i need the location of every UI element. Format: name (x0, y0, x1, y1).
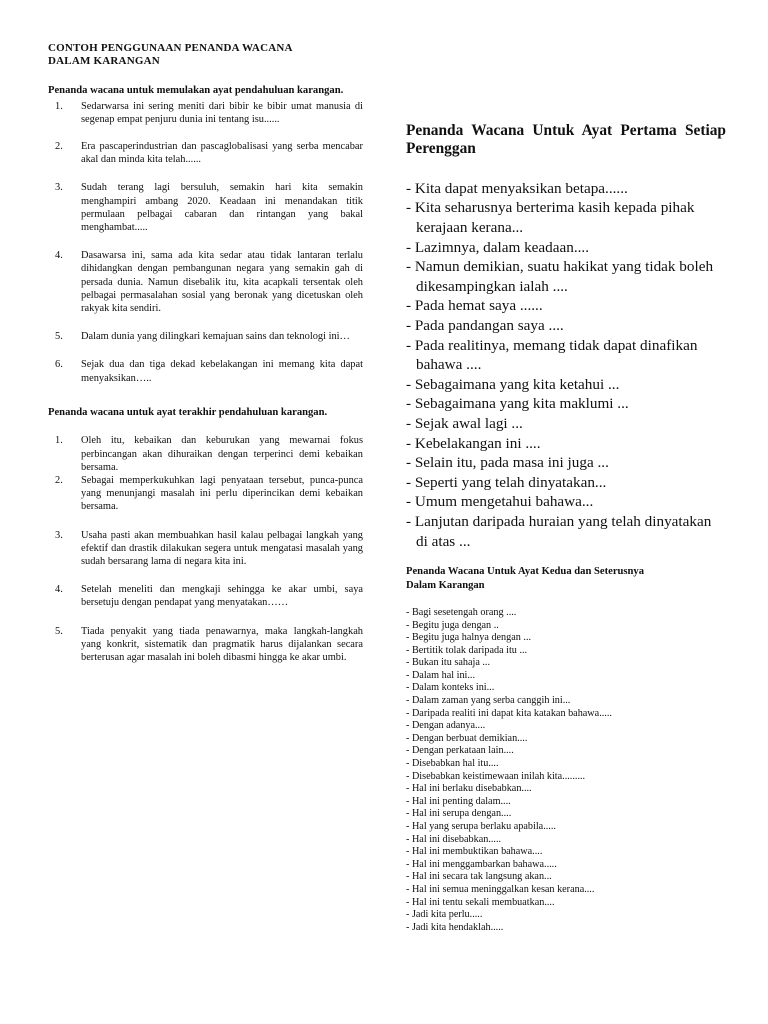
list-item (48, 529, 363, 569)
list-item: - Hal ini berlaku disebabkan.... (406, 783, 532, 795)
item-number: 3. (55, 529, 63, 541)
second-sentence-heading-line-1: Penanda Wacana Untuk Ayat Kedua dan Seterusnya (406, 566, 645, 578)
item-number: 4. (55, 250, 63, 262)
list-item (48, 625, 363, 665)
list-item: - Disebabkan hal itu.... (406, 758, 499, 770)
list-item: - Kita seharusnya berterima kasih kepada pihak kerajaan kerana... (406, 199, 695, 236)
list-item: - Sebagaimana yang kita ketahui ... (406, 375, 620, 393)
item-text: Sudah terang lagi bersuluh, semakin hari kita semakin menghampiri ambang 2020. Keadaan ini menandakan titik permulaan pelbagai cabaran dan rintangan yang bakal menghambat..... (81, 182, 363, 234)
first-sentence-list (406, 179, 726, 551)
item-number: 5. (55, 625, 63, 637)
list-item: - Disebabkan keistimewaan inilah kita......... (406, 770, 586, 782)
list-item: - Pada pandangan saya .... (406, 316, 564, 334)
item-text: Sebagai memperkukuhkan lagi penyataan tersebut, punca-punca yang menunjangi masalah ini perlu diperincikan demi kebaikan bersama. (81, 475, 363, 513)
list-item: - Hal ini membuktikan bahawa.... (406, 846, 543, 858)
item-number: 5. (55, 331, 63, 343)
list-item: - Hal ini serupa dengan.... (406, 808, 512, 820)
list-item: - Dengan berbuat demikian.... (406, 732, 528, 744)
list-item: - Lazimnya, dalam keadaan.... (406, 238, 590, 256)
list-item: - Hal ini disebabkan..... (406, 833, 502, 845)
section-2-list (48, 434, 363, 664)
item-number: 2. (55, 141, 63, 152)
list-item (48, 100, 363, 126)
list-item: - Seperti yang telah dinyatakan... (406, 473, 607, 491)
list-item (48, 434, 363, 474)
right-column (406, 122, 726, 934)
item-number: 1. (55, 435, 63, 447)
list-item: - Kebelakangan ini .... (406, 434, 541, 452)
list-item (48, 249, 363, 315)
item-text: Usaha pasti akan membuahkan hasil kalau pelbagai langkah yang efektif dan drastik dilakukan segera untuk mengatasi masalah yang sudah bersarang lama di negara kita ini. (81, 529, 363, 568)
item-number: 4. (55, 584, 63, 596)
first-sentence-heading: Penanda Wacana Untuk Ayat Pertama Setiap Perenggan (406, 122, 726, 158)
section-1-list (48, 100, 363, 385)
item-text: Era pascaperindustrian dan pascaglobalisasi yang serba mencabar akal dan minda kita telah...... (81, 141, 363, 166)
list-item: - Kita dapat menyaksikan betapa...... (406, 179, 628, 197)
list-item: - Umum mengetahui bahawa... (406, 493, 594, 511)
item-text: Setelah meneliti dan mengkaji sehingga ke akar umbi, saya bersetuju dengan pendapat yang menyatakan…… (81, 584, 363, 609)
item-text: Sejak dua dan tiga dekad kebelakangan ini memang kita dapat menyaksikan….. (81, 359, 363, 384)
list-item: - Jadi kita perlu..... (406, 909, 483, 921)
item-number: 3. (55, 182, 63, 194)
list-item: - Lanjutan daripada huraian yang telah dinyatakan di atas ... (406, 512, 712, 550)
document-title-line-2: DALAM KARANGAN (48, 55, 160, 67)
section-1-heading: Penanda wacana untuk memulakan ayat pendahuluan karangan. (48, 85, 344, 96)
second-sentence-heading-line-2: Dalam Karangan (406, 579, 485, 591)
list-item: - Sebagaimana yang kita maklumi ... (406, 395, 629, 413)
list-item: - Hal yang serupa berlaku apabila..... (406, 821, 556, 832)
item-text: Oleh itu, kebaikan dan keburukan yang mewarnai fokus perbincangan akan dihuraikan dengan terperinci demi kebaikan bersama. (81, 435, 363, 473)
list-item (48, 358, 363, 384)
list-item: - Hal ini semua meninggalkan kesan kerana.... (406, 883, 595, 895)
document-title (48, 42, 363, 68)
item-text: Tiada penyakit yang tiada penawarnya, maka langkah-langkah yang konkrit, sistematik dan pragmatik harus dijalankan secara berterusan agar masalah ini boleh dibasmi hingga ke akar umbi. (81, 625, 363, 664)
list-item: - Hal ini tentu sekali membuatkan.... (406, 896, 555, 908)
item-text: Sedarwarsa ini sering meniti dari bibir ke bibir umat manusia di segenap empat penjuru dunia ini tentang isu...... (81, 100, 363, 125)
list-item: - Daripada realiti ini dapat kita katakan bahawa..... (406, 707, 612, 719)
list-item: - Bagi sesetengah orang .... (406, 606, 517, 618)
item-text: Dalam dunia yang dilingkari kemajuan sains dan teknologi ini… (81, 331, 350, 343)
list-item: - Bukan itu sahaja ... (406, 657, 491, 669)
item-number: 1. (55, 100, 63, 112)
list-item (48, 140, 363, 166)
list-item (48, 583, 363, 609)
list-item: - Jadi kita hendaklah..... (406, 921, 504, 933)
list-item: - Dengan adanya.... (406, 720, 486, 732)
second-sentence-heading (406, 565, 726, 592)
item-number: 2. (55, 475, 63, 487)
list-item: - Sejak awal lagi ... (406, 414, 523, 432)
document-title-line-1: CONTOH PENGGUNAAN PENANDA WACANA (48, 42, 293, 54)
list-item: - Dalam hal ini... (406, 669, 476, 681)
section-2-heading: Penanda wacana untuk ayat terakhir pendahuluan karangan. (48, 406, 328, 418)
left-column (48, 42, 363, 664)
list-item (48, 474, 363, 514)
item-number: 6. (55, 359, 63, 371)
second-sentence-list (406, 607, 726, 934)
list-item: - Hal ini menggambarkan bahawa..... (406, 858, 557, 870)
item-text: Dasawarsa ini, sama ada kita sedar atau tidak lantaran terlalu dihidangkan dengan pembangunan negara yang semakin gah di persada dunia. Namun disebalik itu, kita acapkali tersentak oleh pelbagai permasalahan sosial yang beronak yang dicetuskan oleh rakyak kita sendiri. (81, 250, 363, 315)
list-item: - Namun demikian, suatu hakikat yang tidak boleh dikesampingkan ialah .... (406, 258, 714, 295)
list-item: - Pada hemat saya ...... (406, 297, 543, 315)
list-item: - Bertitik tolak daripada itu ... (406, 644, 528, 656)
list-item: - Begitu juga dengan .. (406, 619, 499, 631)
list-item: - Hal ini secara tak langsung akan... (406, 871, 552, 883)
list-item: - Pada realitinya, memang tidak dapat dinafikan bahawa .... (406, 336, 698, 374)
list-item: - Dengan perkataan lain.... (406, 745, 514, 757)
list-item (48, 181, 363, 234)
list-item: - Selain itu, pada masa ini juga ... (406, 454, 609, 472)
list-item: - Dalam konteks ini... (406, 682, 495, 694)
list-item: - Hal ini penting dalam.... (406, 795, 511, 807)
list-item (48, 330, 363, 343)
list-item: - Begitu juga halnya dengan ... (406, 632, 532, 644)
list-item: - Dalam zaman yang serba canggih ini... (406, 695, 571, 707)
